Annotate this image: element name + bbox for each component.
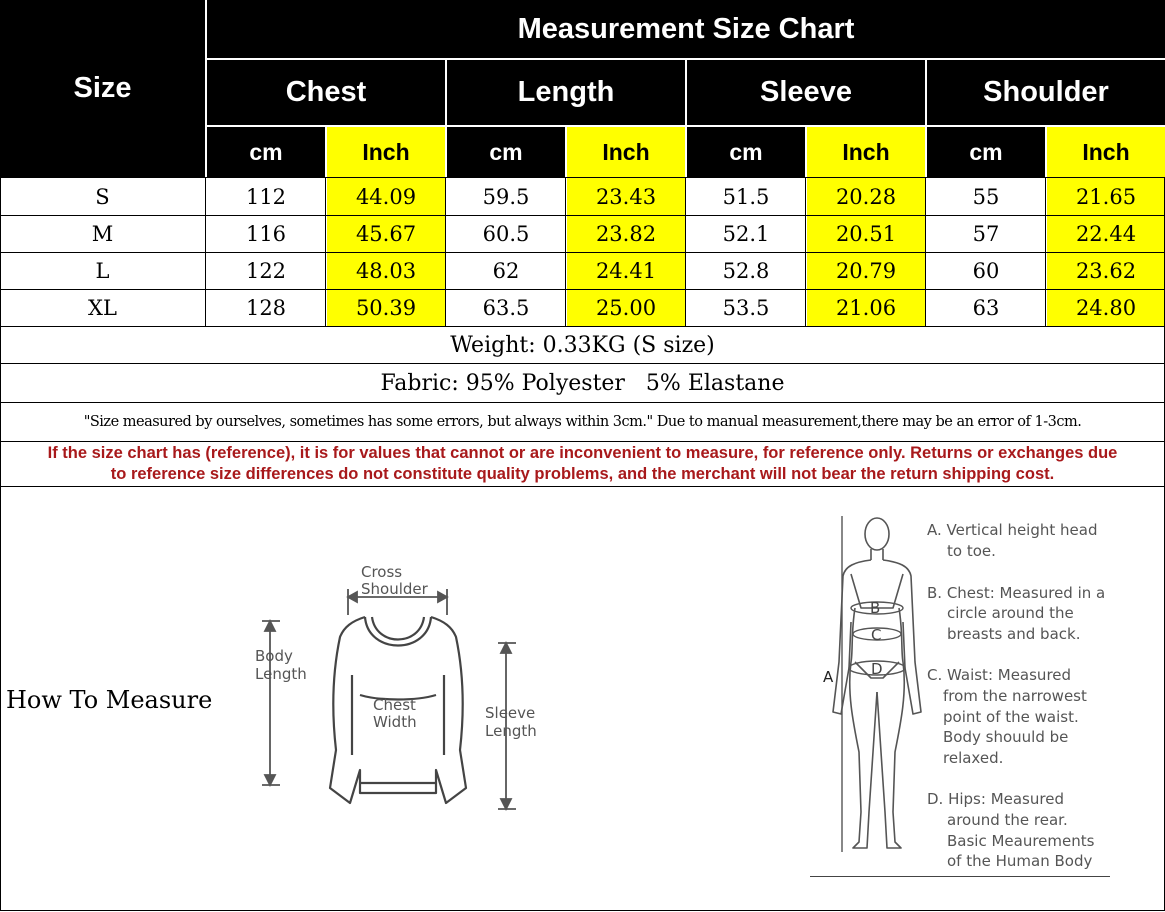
size-cell: L (95, 259, 110, 283)
note-line: Body shouuld be (943, 728, 1069, 747)
unit-cm: cm (687, 127, 805, 177)
size-cell: S (95, 184, 110, 209)
value-cell: 63 (972, 296, 1000, 320)
col-divider (1045, 177, 1046, 327)
value-cell: 59.5 (482, 184, 530, 209)
col-divider (205, 177, 206, 327)
value-cell: 22.44 (1047, 216, 1165, 252)
marker-a: A (823, 668, 834, 686)
note-line: D. Hips: Measured (927, 789, 1064, 808)
value-cell: 51.5 (722, 184, 770, 209)
row-divider (0, 289, 1165, 290)
note-line: relaxed. (943, 749, 1004, 768)
note-line: C. Waist: Measured (927, 665, 1072, 684)
note-line: point of the waist. (943, 707, 1079, 726)
col-divider (805, 177, 806, 327)
value-cell: 45.67 (327, 216, 445, 252)
reference-line-2: to reference size differences do not constitute quality problems, and the merchant will not bear the return shipping cost. (110, 465, 1055, 483)
unit-cm: cm (207, 127, 325, 177)
value-cell: 21.06 (807, 290, 925, 326)
unit-inch: Inch (327, 127, 445, 177)
row-divider (0, 486, 1165, 487)
note-b (927, 583, 1157, 645)
col-divider (565, 177, 566, 327)
sleeve-label: Sleeve (485, 704, 536, 722)
note-c (927, 665, 1157, 769)
width-label: Width (373, 713, 417, 731)
shoulder-label: Shoulder (361, 580, 428, 598)
value-cell: 44.09 (327, 178, 445, 215)
sleeve-length-label: Length (485, 722, 537, 740)
reference-line-1: If the size chart has (reference), it is for values that cannot or are inconvenient to measure, for reference only. Returns or exchanges due (47, 444, 1118, 462)
unit-cm: cm (927, 127, 1045, 177)
value-cell: 20.51 (807, 216, 925, 252)
row-divider (0, 441, 1165, 442)
value-cell: 60 (972, 259, 1000, 283)
value-cell: 60.5 (482, 222, 530, 246)
unit-inch: Inch (807, 127, 925, 177)
body-notes (927, 520, 1157, 872)
length-label: Length (255, 665, 307, 683)
note-a (927, 520, 1157, 562)
note-line: A. Vertical height head (927, 521, 1098, 539)
note-d (927, 789, 1157, 872)
col-divider (685, 177, 686, 327)
reference-note (0, 443, 1165, 486)
marker-d: D (871, 660, 883, 678)
note-line: from the narrowest (943, 686, 1087, 705)
body-label: Body (255, 647, 293, 665)
value-cell: 24.80 (1047, 290, 1165, 326)
note-line: to toe. (947, 541, 996, 560)
baseline-rule (810, 876, 1110, 877)
border-left (0, 177, 1, 911)
row-divider (0, 177, 1165, 178)
value-cell: 21.65 (1047, 178, 1165, 215)
note-line: breasts and back. (947, 625, 1081, 644)
marker-c: C (871, 626, 882, 644)
value-cell: 20.28 (807, 178, 925, 215)
how-to-measure-label: How To Measure (6, 686, 213, 714)
unit-inch: Inch (1047, 127, 1165, 177)
value-cell: 62 (492, 259, 520, 283)
value-cell: 23.82 (567, 216, 685, 252)
note-line: B. Chest: Measured in a (927, 583, 1106, 602)
value-cell: 116 (245, 222, 287, 246)
note-line: Basic Meaurements (947, 831, 1095, 850)
chart-title: Measurement Size Chart (207, 0, 1165, 58)
garment-diagram (240, 555, 560, 815)
body-diagram (815, 512, 925, 882)
col-divider (445, 177, 446, 327)
error-note: "Size measured by ourselves, sometimes has some errors, but always within 3cm." Due to manual measurement,there may be an error of 1-3cm. (83, 414, 1082, 430)
value-cell: 122 (245, 259, 287, 283)
value-cell: 23.43 (567, 178, 685, 215)
value-cell: 24.41 (567, 253, 685, 289)
unit-cm: cm (447, 127, 565, 177)
cross-label: Cross (361, 563, 403, 581)
value-cell: 25.00 (567, 290, 685, 326)
group-sleeve: Sleeve (687, 60, 925, 125)
col-divider (925, 177, 926, 327)
note-line: around the rear. (947, 810, 1068, 829)
value-cell: 23.62 (1047, 253, 1165, 289)
value-cell: 52.1 (722, 222, 770, 246)
value-cell: 48.03 (327, 253, 445, 289)
chest-label: Chest (373, 696, 416, 714)
note-line: of the Human Body (947, 852, 1093, 871)
value-cell: 112 (245, 184, 287, 209)
marker-b: B (870, 599, 881, 617)
value-cell: 20.79 (807, 253, 925, 289)
border-bottom (0, 910, 1165, 911)
weight-note: Weight: 0.33KG (S size) (450, 332, 715, 358)
unit-inch: Inch (567, 127, 685, 177)
value-cell: 53.5 (722, 296, 770, 320)
row-divider (0, 252, 1165, 253)
size-header: Size (0, 0, 205, 177)
value-cell: 57 (972, 222, 1000, 246)
col-divider (325, 177, 326, 327)
group-length: Length (447, 60, 685, 125)
value-cell: 128 (245, 296, 287, 320)
group-chest: Chest (207, 60, 445, 125)
value-cell: 50.39 (327, 290, 445, 326)
value-cell: 52.8 (722, 259, 770, 283)
note-line: circle around the (947, 604, 1074, 623)
fabric-note: Fabric: 95% Polyester 5% Elastane (380, 370, 785, 396)
value-cell: 63.5 (482, 296, 530, 320)
group-shoulder: Shoulder (927, 60, 1165, 125)
value-cell: 55 (972, 184, 1000, 209)
size-cell: M (91, 222, 114, 246)
row-divider (0, 215, 1165, 216)
size-cell: XL (88, 296, 117, 320)
